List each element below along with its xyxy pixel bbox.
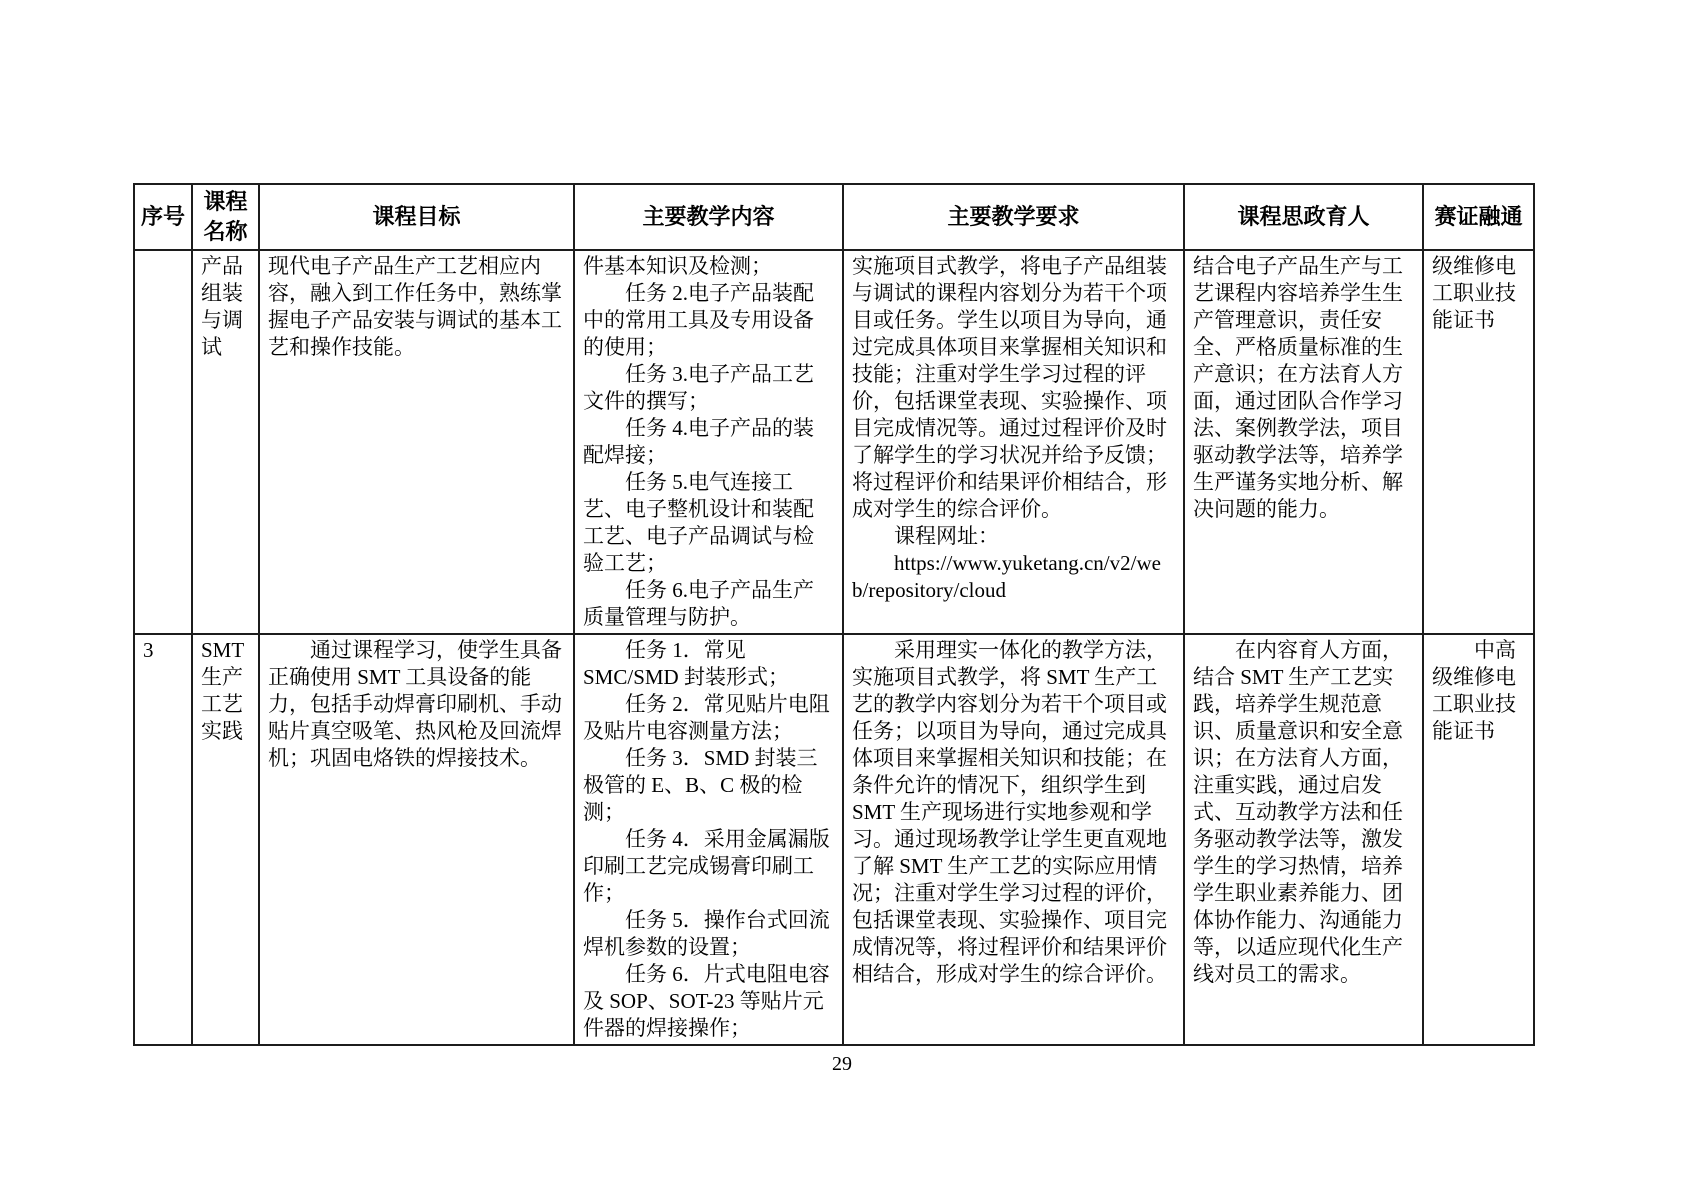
seq-cell	[134, 250, 192, 634]
task-item: 任务 2.电子产品装配中的常用工具及专用设备的使用；	[583, 281, 814, 359]
task-item: 任务 3．SMD 封装三极管的 E、B、C 极的检测；	[583, 746, 818, 824]
header-course-name: 课程名称	[192, 184, 259, 250]
certificate-paragraph: 中高级维修电工职业技能证书	[1432, 638, 1516, 743]
header-teaching-content: 主要教学内容	[574, 184, 843, 250]
ideology-paragraph: 在内容育人方面，结合 SMT 生产工艺实践，培养学生规范意识、质量意识和安全意识；在方法育人方面，注重实践，通过启发式、互动教学方法和任务驱动教学法等，激发学生的学习热情，培养学生职业素养能力、团体协作能力、沟通能力等，以适应现代化生产线对员工的需求。	[1193, 638, 1403, 986]
objectives-cell	[259, 634, 574, 1045]
course-url: https://www.yuketang.cn/v2/web/repository/cloud	[852, 551, 1161, 602]
course-table	[133, 183, 1535, 1046]
course-name-cell: 产品组装与调试	[192, 250, 259, 634]
content-cell	[574, 250, 843, 634]
task-item: 任务 4．采用金属漏版印刷工艺完成锡膏印刷工作；	[583, 827, 830, 905]
requirements-cell	[843, 250, 1184, 634]
ideology-cell	[1184, 250, 1423, 634]
header-teaching-requirements: 主要教学要求	[843, 184, 1184, 250]
task-item: 任务 2．常见贴片电阻及贴片电容测量方法；	[583, 692, 830, 743]
header-certificate-integration: 赛证融通	[1423, 184, 1534, 250]
header-seq-no: 序号	[134, 184, 192, 250]
certificate-paragraph: 级维修电工职业技能证书	[1432, 254, 1516, 332]
task-item: 任务 5．操作台式回流焊机参数的设置；	[583, 908, 830, 959]
task-item: 任务 6．片式电阻电容及 SOP、SOT-23 等贴片元件器的焊接操作；	[583, 962, 830, 1040]
header-ideology-education: 课程思政育人	[1184, 184, 1423, 250]
course-name-cell: SMT生产工艺实践	[192, 634, 259, 1045]
requirements-paragraph: 采用理实一体化的教学方法，实施项目式教学，将 SMT 生产工艺的教学内容划分为若干个项目或任务；以项目为导向，通过完成具体项目来掌握相关知识和技能；在条件允许的情况下，组织学生到 SMT 生产现场进行实地参观和学习。通过现场教学让学生更直观地了解 SMT 生产工艺的实际应用情况；注重对学生学习过程的评价，包括课堂表现、实验操作、项目完成情况等，将过程评价和结果评价相结合，形成对学生的综合评价。	[852, 638, 1167, 986]
table-row-smt-practice	[134, 634, 1534, 1045]
objectives-cell	[259, 250, 574, 634]
table-header-row	[134, 184, 1534, 250]
certificate-cell	[1423, 250, 1534, 634]
task-item: 任务 3.电子产品工艺文件的撰写；	[583, 362, 814, 413]
seq-cell: 3	[134, 634, 192, 1045]
certificate-cell	[1423, 634, 1534, 1045]
task-item: 任务 5.电气连接工艺、电子整机设计和装配工艺、电子产品调试与检验工艺；	[583, 470, 814, 575]
table-row-product-assembly	[134, 250, 1534, 634]
page-number: 29	[832, 1053, 852, 1075]
ideology-paragraph: 结合电子产品生产与工艺课程内容培养学生生产管理意识，责任安全、严格质量标准的生产意识；在方法育人方面，通过团队合作学习法、案例教学法，项目驱动教学法等，培养学生严谨务实地分析、解决问题的能力。	[1193, 254, 1403, 521]
content-continuation: 件基本知识及检测；	[583, 254, 772, 278]
requirements-cell	[843, 634, 1184, 1045]
task-item: 任务 6.电子产品生产质量管理与防护。	[583, 578, 814, 629]
task-item: 任务 4.电子产品的装配焊接；	[583, 416, 814, 467]
ideology-cell	[1184, 634, 1423, 1045]
objectives-paragraph: 现代电子产品生产工艺相应内容，融入到工作任务中，熟练掌握电子产品安装与调试的基本工艺和操作技能。	[268, 254, 562, 359]
objectives-paragraph: 通过课程学习，使学生具备正确使用 SMT 工具设备的能力，包括手动焊膏印刷机、手动贴片真空吸笔、热风枪及回流焊机；巩固电烙铁的焊接技术。	[268, 638, 562, 770]
content-cell	[574, 634, 843, 1045]
task-item: 任务 1．常见 SMC/SMD 封装形式；	[583, 638, 789, 689]
requirements-paragraph: 实施项目式教学，将电子产品组装与调试的课程内容划分为若干个项目或任务。学生以项目为导向，通过完成具体项目来掌握相关知识和技能；注重对学生学习过程的评价，包括课堂表现、实验操作、项目完成情况等。通过过程评价及时了解学生的学习状况并给予反馈；将过程评价和结果评价相结合，形成对学生的综合评价。	[852, 254, 1167, 521]
header-course-objectives: 课程目标	[259, 184, 574, 250]
course-url-label: 课程网址：	[894, 524, 999, 548]
